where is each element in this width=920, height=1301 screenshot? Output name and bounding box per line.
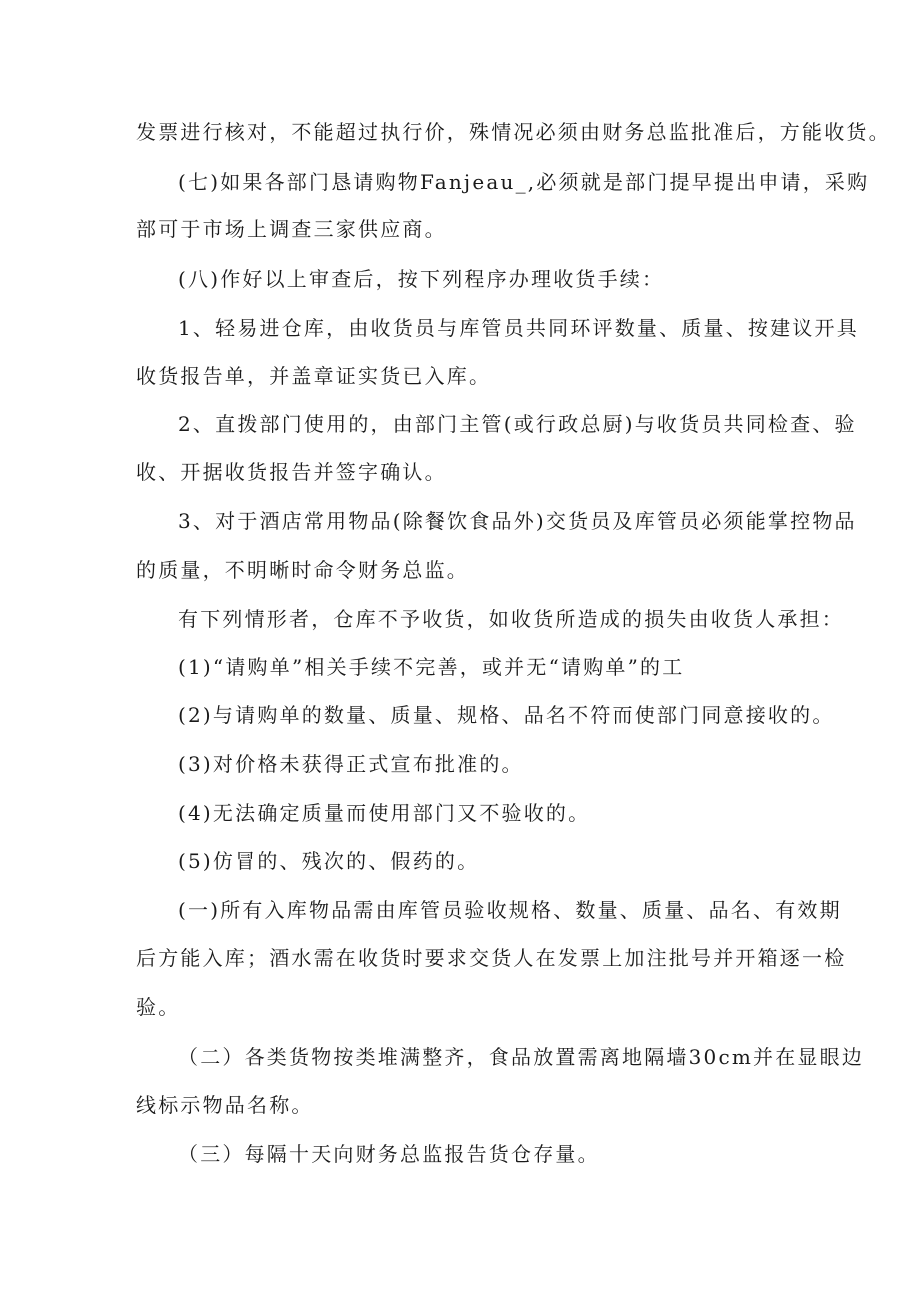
- text-line: (4)无法确定质量而使用部门又不验收的。: [178, 801, 591, 825]
- text-line: （二）各类货物按类堆满整齐，食品放置需离地隔墙30cm并在显眼边: [178, 1045, 865, 1069]
- text-line: 3、对于酒店常用物品(除餐饮食品外)交货员及库管员必须能掌控物品: [178, 509, 857, 533]
- text-line: (八)作好以上审查后，按下列程序办理收货手续：: [178, 267, 665, 291]
- text-line: (2)与请购单的数量、质量、规格、品名不符而使部门同意接收的。: [178, 703, 835, 727]
- text-line: (1)“请购单”相关手续不完善，或并无“请购单”的工: [178, 655, 685, 679]
- text-line: 收货报告单，并盖章证实货已入库。: [136, 364, 492, 388]
- text-line: 线标示物品名称。: [136, 1093, 314, 1117]
- text-line: （三）每隔十天向财务总监报告货仓存量。: [178, 1142, 600, 1166]
- text-line: 有下列情形者，仓库不予收货，如收货所造成的损失由收货人承担：: [178, 607, 844, 631]
- text-line: 验。: [136, 995, 181, 1019]
- text-line: (七)如果各部门恳请购物Fanjeau_,必须就是部门提早提出申请，采购: [178, 170, 870, 194]
- text-line: 2、直拨部门使用的，由部门主管(或行政总厨)与收货员共同检查、验: [178, 412, 857, 436]
- text-line: 部可于市场上调查三家供应商。: [136, 217, 447, 241]
- text-line: 1、轻易进仓库，由收货员与库管员共同环评数量、质量、按建议开具: [178, 316, 859, 340]
- text-line: 后方能入库；酒水需在收货时要求交货人在发票上加注批号并开箱逐一检: [136, 946, 847, 970]
- text-line: (5)仿冒的、残次的、假药的。: [178, 849, 480, 873]
- text-line: 的质量，不明晰时命令财务总监。: [136, 558, 469, 582]
- text-line: 收、开据收货报告并签字确认。: [136, 460, 447, 484]
- text-line: (3)对价格未获得正式宣布批准的。: [178, 752, 524, 776]
- text-line: 发票进行核对，不能超过执行价，殊情况必须由财务总监批准后，方能收货。: [136, 120, 891, 144]
- text-line: (一)所有入库物品需由库管员验收规格、数量、质量、品名、有效期: [178, 898, 842, 922]
